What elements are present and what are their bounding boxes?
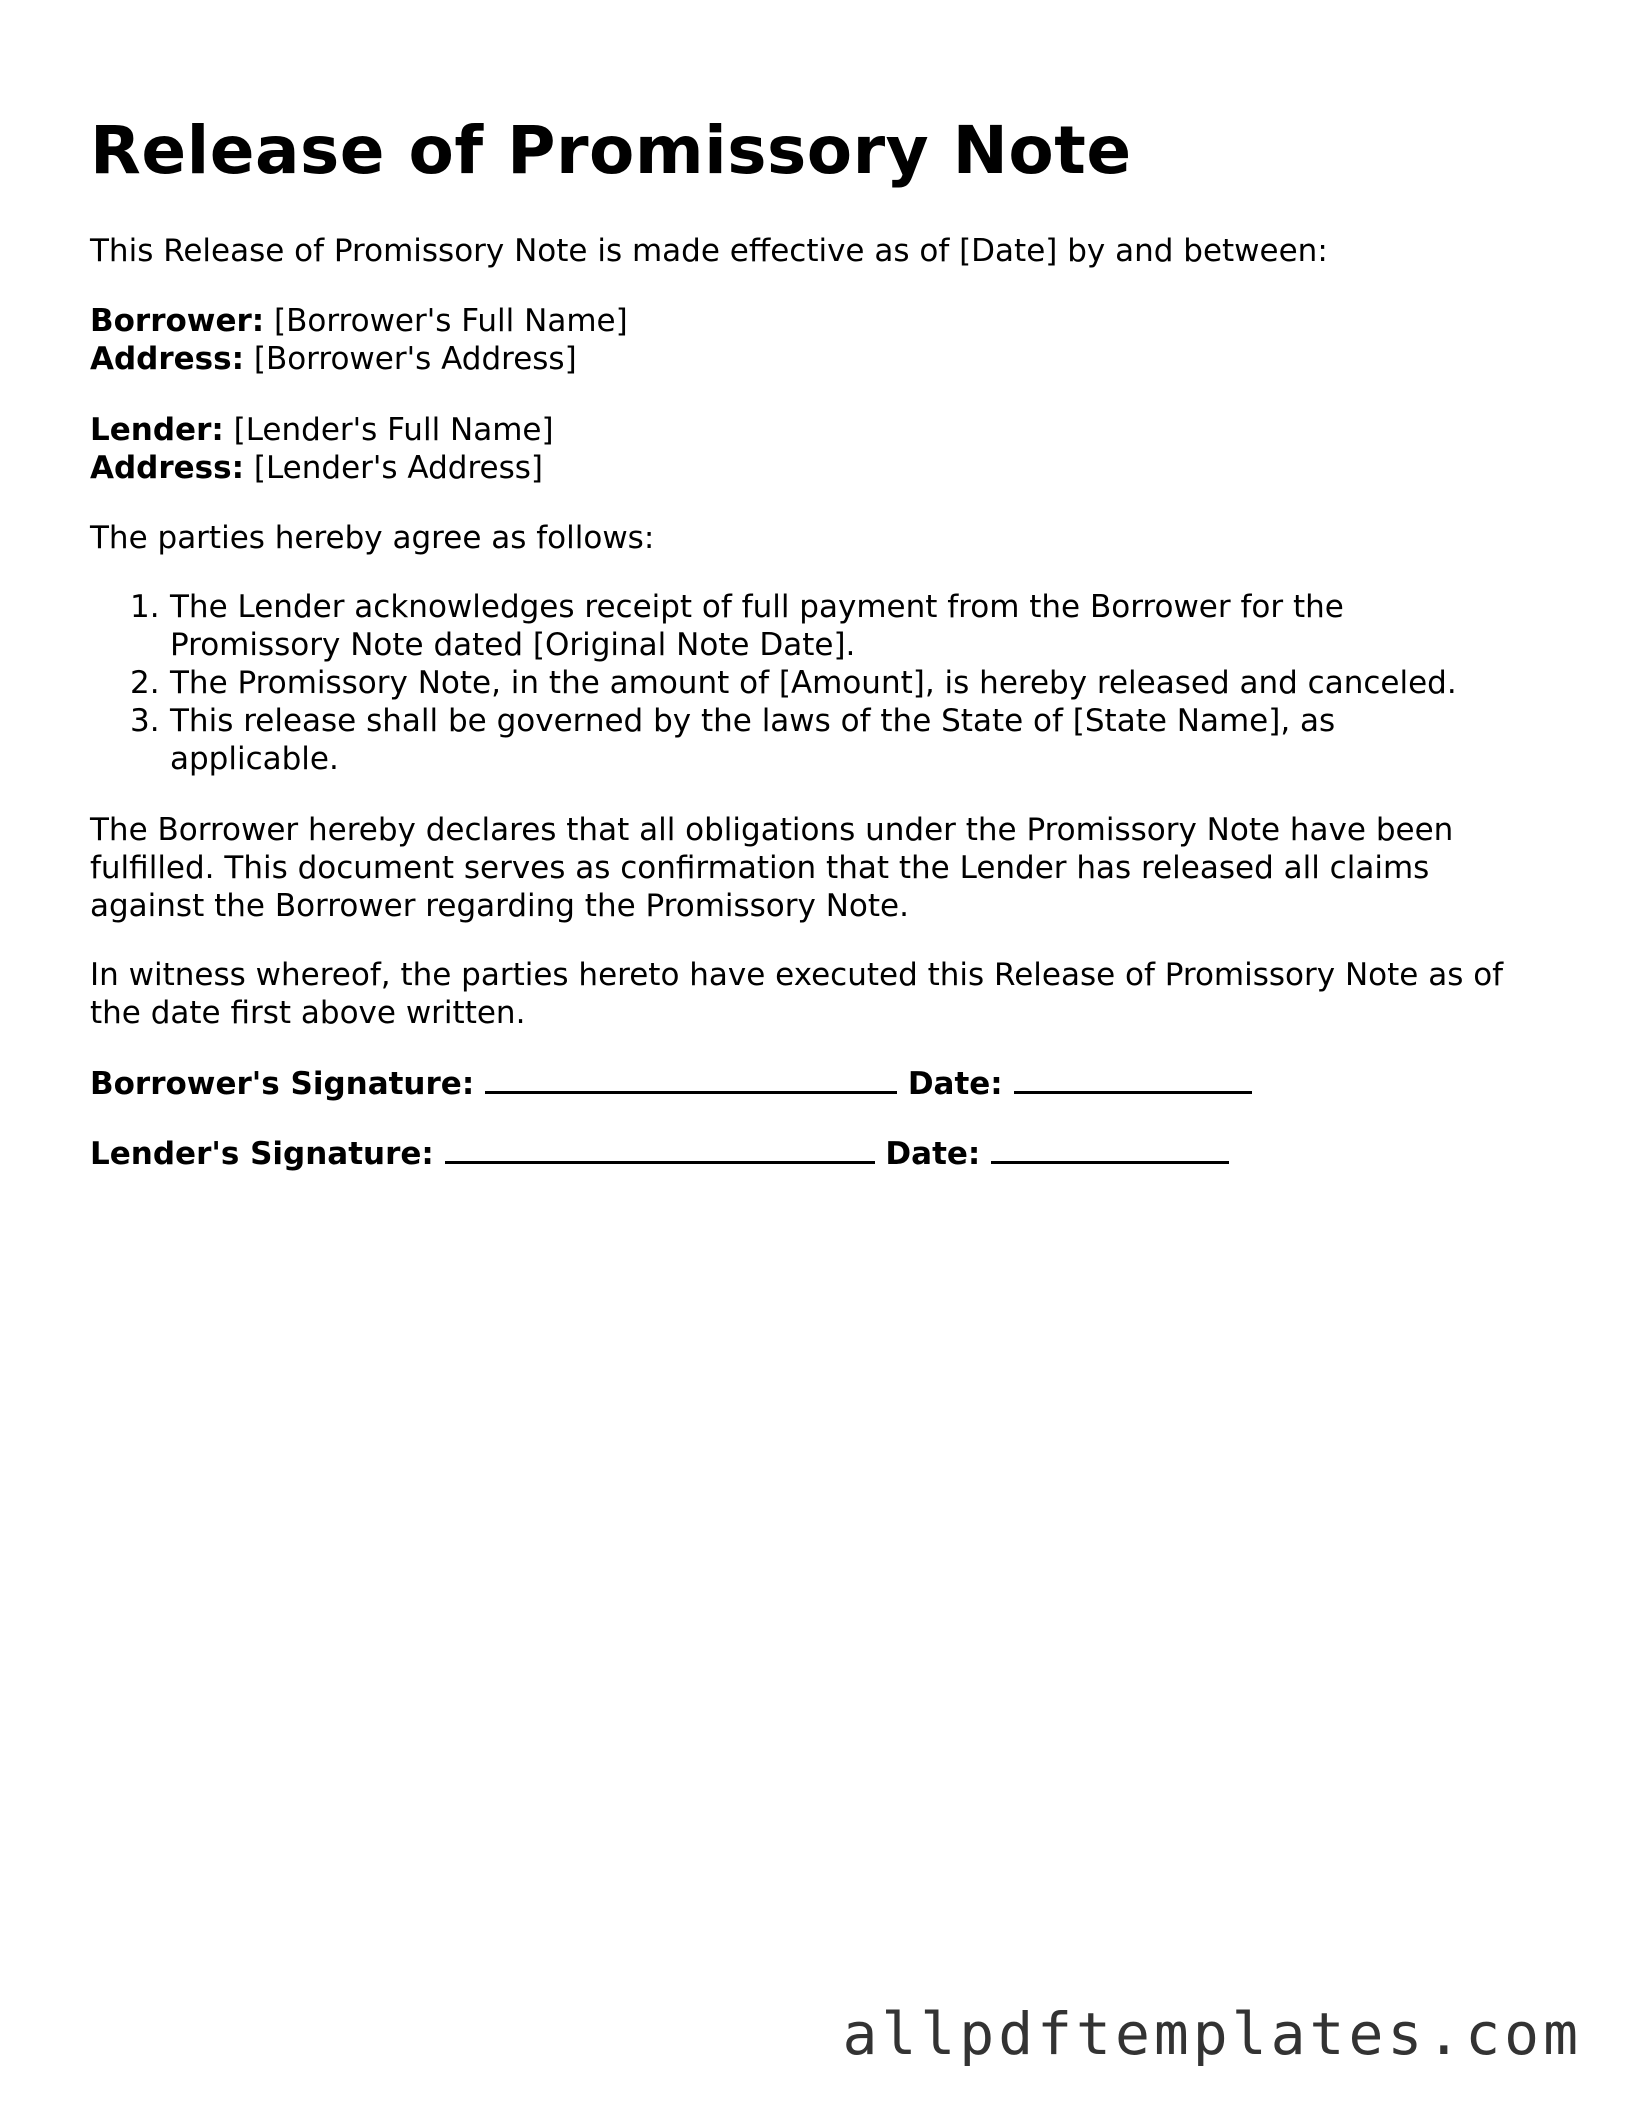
list-item (90, 588, 1510, 664)
term-text: The Lender acknowledges receipt of full payment from the Borrower for the Promissory Note dated [Original Note Date]. (170, 589, 1344, 663)
borrower-date-field[interactable] (1014, 1065, 1252, 1094)
borrower-block (90, 302, 1560, 378)
term-text: This release shall be governed by the laws of the State of [State Name], as applicable. (170, 703, 1336, 777)
list-item (90, 702, 1510, 778)
borrower-name-line (90, 302, 1560, 340)
agree-intro: The parties hereby agree as follows: (90, 520, 655, 556)
borrower-address-label: Address: (90, 341, 244, 377)
lender-date-field[interactable] (991, 1135, 1229, 1164)
borrower-signature-label: Borrower's Signature: (90, 1066, 475, 1102)
lender-date-label: Date: (885, 1136, 981, 1172)
watermark: allpdftemplates.com (842, 2000, 1582, 2068)
term-number: 2. (130, 665, 160, 701)
terms-list-container (90, 588, 1510, 778)
borrower-name-value: [Borrower's Full Name] (274, 303, 628, 339)
declaration-paragraph: The Borrower hereby declares that all obligations under the Promissory Note have been fulfilled. This document serves as confirmation that the Lender has released all claims against the Borrower regarding the Promissory Note. (90, 812, 1454, 924)
term-text: The Promissory Note, in the amount of [Amount], is hereby released and canceled. (170, 665, 1457, 701)
list-item (90, 664, 1510, 702)
document-title: Release of Promissory Note (90, 112, 1132, 189)
lender-name-label: Lender: (90, 412, 224, 448)
term-number: 1. (130, 589, 160, 625)
borrower-name-label: Borrower: (90, 303, 265, 339)
lender-signature-label: Lender's Signature: (90, 1136, 434, 1172)
lender-name-line (90, 411, 1560, 449)
lender-signature-row (90, 1135, 1229, 1173)
witness-paragraph: In witness whereof, the parties hereto have executed this Release of Promissory Note as of the date first above written. (90, 957, 1504, 1031)
borrower-signature-field[interactable] (485, 1065, 897, 1094)
lender-name-value: [Lender's Full Name] (233, 412, 554, 448)
lender-address-value: [Lender's Address] (253, 450, 543, 486)
borrower-signature-row (90, 1065, 1252, 1103)
intro-paragraph: This Release of Promissory Note is made effective as of [Date] by and between: (90, 233, 1328, 269)
borrower-date-label: Date: (907, 1066, 1003, 1102)
borrower-address-value: [Borrower's Address] (253, 341, 577, 377)
borrower-address-line (90, 340, 1560, 378)
lender-signature-field[interactable] (445, 1135, 875, 1164)
lender-block (90, 411, 1560, 487)
terms-list (90, 588, 1510, 778)
lender-address-label: Address: (90, 450, 244, 486)
term-number: 3. (130, 703, 160, 739)
lender-address-line (90, 449, 1560, 487)
